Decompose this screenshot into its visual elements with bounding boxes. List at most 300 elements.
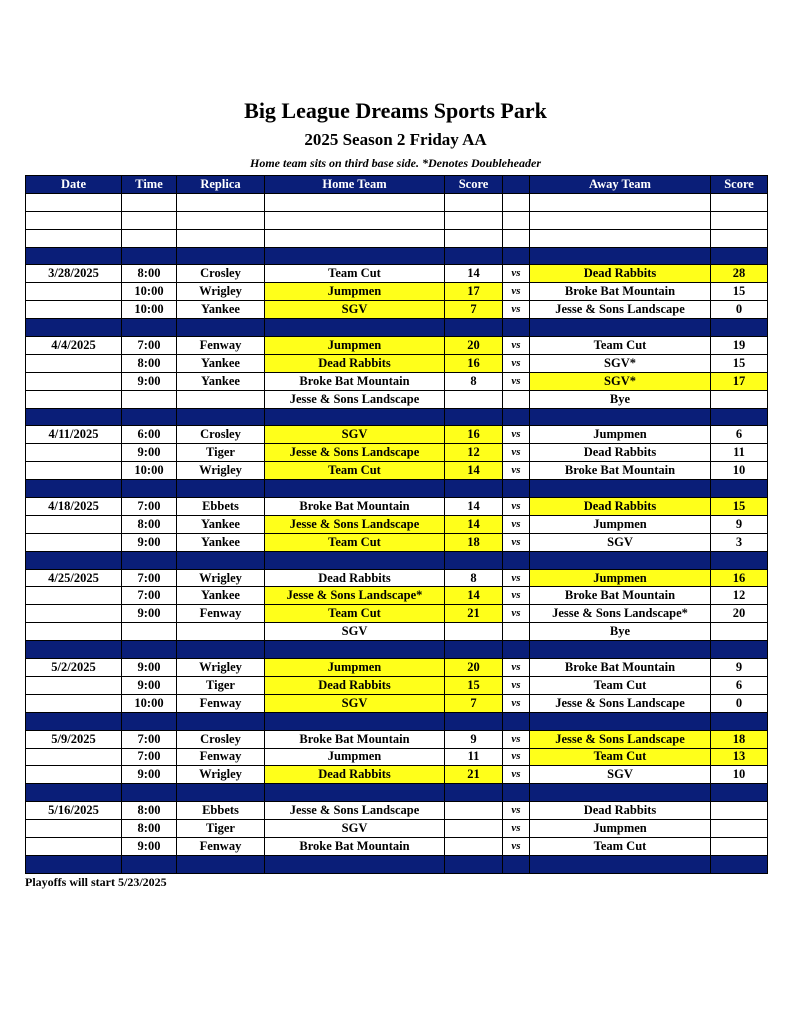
home-score-cell: 20 [445,659,503,677]
home-team-cell: Jesse & Sons Landscape [265,515,445,533]
away-score-cell: 28 [711,265,768,283]
home-score-cell [445,390,503,408]
time-cell [122,623,177,641]
time-cell: 8:00 [122,265,177,283]
home-score-cell: 14 [445,587,503,605]
date-cell: 4/18/2025 [26,498,122,516]
home-score-cell [445,319,503,337]
home-team-cell: Jesse & Sons Landscape [265,802,445,820]
away-team-cell: Dead Rabbits [530,444,711,462]
away-score-cell: 6 [711,426,768,444]
time-cell: 8:00 [122,802,177,820]
date-cell: 3/28/2025 [26,265,122,283]
game-row [26,605,768,623]
replica-cell: Fenway [177,605,265,623]
date-cell [26,390,122,408]
home-team-cell: SGV [265,301,445,319]
away-score-cell: 10 [711,462,768,480]
date-cell [26,480,122,498]
page-title: Big League Dreams Sports Park [244,98,547,123]
game-row [26,301,768,319]
week-separator-row [26,319,768,337]
vs-cell: vs [503,730,530,748]
game-row [26,462,768,480]
date-cell [26,444,122,462]
away-score-cell: 9 [711,515,768,533]
time-cell: 10:00 [122,301,177,319]
date-cell [26,319,122,337]
away-team-cell [530,855,711,873]
vs-cell: vs [503,337,530,355]
vs-cell [503,623,530,641]
vs-cell [503,408,530,426]
home-score-cell [445,855,503,873]
time-cell: 7:00 [122,337,177,355]
home-team-cell [265,247,445,265]
date-cell [26,676,122,694]
game-row [26,676,768,694]
col-header-vs [503,176,530,194]
replica-cell: Wrigley [177,766,265,784]
game-row [26,820,768,838]
away-team-cell: Broke Bat Mountain [530,587,711,605]
home-score-cell: 17 [445,283,503,301]
replica-cell: Tiger [177,820,265,838]
time-cell: 7:00 [122,587,177,605]
home-score-cell [445,641,503,659]
home-team-cell: SGV [265,820,445,838]
game-row [26,533,768,551]
game-row [26,694,768,712]
replica-cell: Wrigley [177,569,265,587]
away-score-cell [711,408,768,426]
away-team-cell: Broke Bat Mountain [530,462,711,480]
home-score-cell [445,802,503,820]
home-team-cell [265,480,445,498]
date-cell [26,372,122,390]
date-cell: 5/2/2025 [26,659,122,677]
page-subtitle: 2025 Season 2 Friday AA [304,130,487,149]
home-team-cell: Jesse & Sons Landscape* [265,587,445,605]
vs-cell: vs [503,659,530,677]
time-cell: 9:00 [122,605,177,623]
home-score-cell: 11 [445,748,503,766]
home-team-cell: Team Cut [265,265,445,283]
week-separator-row [26,712,768,730]
away-team-cell: Jesse & Sons Landscape [530,301,711,319]
time-cell: 7:00 [122,748,177,766]
home-team-cell [265,408,445,426]
game-row [26,498,768,516]
home-team-cell: SGV [265,694,445,712]
col-header-away-score: Score [711,176,768,194]
time-cell: 9:00 [122,676,177,694]
away-team-cell: Team Cut [530,837,711,855]
date-cell [26,605,122,623]
away-score-cell [711,855,768,873]
time-cell: 9:00 [122,533,177,551]
date-cell: 5/16/2025 [26,802,122,820]
replica-cell: Tiger [177,444,265,462]
home-score-cell: 8 [445,372,503,390]
home-team-cell [265,229,445,247]
time-cell [122,480,177,498]
home-team-cell [265,211,445,229]
col-header-home-team: Home Team [265,176,445,194]
home-score-cell [445,229,503,247]
date-cell: 4/11/2025 [26,426,122,444]
home-score-cell [445,837,503,855]
home-team-cell: Dead Rabbits [265,766,445,784]
home-team-cell: Dead Rabbits [265,676,445,694]
away-team-cell: SGV [530,533,711,551]
game-row [26,426,768,444]
vs-cell [503,390,530,408]
date-cell [26,283,122,301]
home-score-cell: 14 [445,265,503,283]
replica-cell: Wrigley [177,659,265,677]
home-score-cell: 16 [445,354,503,372]
time-cell: 10:00 [122,283,177,301]
away-score-cell [711,820,768,838]
time-cell: 8:00 [122,354,177,372]
replica-cell: Tiger [177,676,265,694]
replica-cell: Yankee [177,354,265,372]
vs-cell: vs [503,426,530,444]
away-team-cell: Jumpmen [530,426,711,444]
away-team-cell: Team Cut [530,337,711,355]
away-score-cell: 19 [711,337,768,355]
home-team-cell: Jumpmen [265,337,445,355]
home-team-cell: Jesse & Sons Landscape [265,444,445,462]
game-row [26,837,768,855]
date-cell [26,837,122,855]
home-team-cell: Broke Bat Mountain [265,837,445,855]
away-team-cell: Bye [530,390,711,408]
away-score-cell [711,480,768,498]
home-team-cell [265,855,445,873]
vs-cell [503,319,530,337]
away-score-cell: 20 [711,605,768,623]
home-score-cell: 14 [445,462,503,480]
week-separator-row [26,247,768,265]
replica-cell: Crosley [177,426,265,444]
home-team-cell: Dead Rabbits [265,354,445,372]
home-score-cell: 8 [445,569,503,587]
vs-cell [503,480,530,498]
vs-cell: vs [503,569,530,587]
vs-cell: vs [503,515,530,533]
away-team-cell: Jumpmen [530,515,711,533]
home-score-cell [445,712,503,730]
away-score-cell [711,319,768,337]
away-team-cell: Broke Bat Mountain [530,283,711,301]
vs-cell: vs [503,837,530,855]
replica-cell: Ebbets [177,802,265,820]
col-header-time: Time [122,176,177,194]
vs-cell [503,193,530,211]
home-team-cell: Jumpmen [265,748,445,766]
vs-cell: vs [503,676,530,694]
playoffs-note: Playoffs will start 5/23/2025 [25,875,167,889]
away-team-cell [530,408,711,426]
replica-cell: Crosley [177,265,265,283]
home-team-cell: Broke Bat Mountain [265,498,445,516]
away-score-cell: 13 [711,748,768,766]
time-cell: 9:00 [122,766,177,784]
date-cell [26,623,122,641]
away-team-cell: Team Cut [530,748,711,766]
home-score-cell: 15 [445,676,503,694]
home-team-cell: Broke Bat Mountain [265,730,445,748]
away-team-cell: Dead Rabbits [530,498,711,516]
away-team-cell [530,712,711,730]
replica-cell: Yankee [177,301,265,319]
replica-cell: Wrigley [177,283,265,301]
away-team-cell [530,193,711,211]
away-team-cell: Jumpmen [530,820,711,838]
home-score-cell: 14 [445,515,503,533]
game-row [26,569,768,587]
date-cell [26,820,122,838]
replica-cell [177,784,265,802]
game-row [26,766,768,784]
time-cell: 7:00 [122,498,177,516]
game-row [26,265,768,283]
home-team-cell: Jesse & Sons Landscape [265,390,445,408]
week-separator-row [26,551,768,569]
vs-cell: vs [503,587,530,605]
date-cell [26,551,122,569]
away-score-cell: 18 [711,730,768,748]
vs-cell: vs [503,354,530,372]
game-row [26,802,768,820]
time-cell: 6:00 [122,426,177,444]
vs-cell: vs [503,820,530,838]
away-team-cell: Dead Rabbits [530,802,711,820]
col-header-date: Date [26,176,122,194]
date-cell [26,784,122,802]
home-score-cell: 7 [445,694,503,712]
replica-cell [177,551,265,569]
home-team-cell: Dead Rabbits [265,569,445,587]
home-score-cell [445,820,503,838]
away-team-cell: SGV [530,766,711,784]
replica-cell [177,229,265,247]
home-score-cell [445,408,503,426]
away-team-cell: Team Cut [530,676,711,694]
home-team-cell [265,712,445,730]
replica-cell: Wrigley [177,462,265,480]
vs-cell [503,784,530,802]
away-score-cell [711,390,768,408]
col-header-home-score: Score [445,176,503,194]
replica-cell: Fenway [177,694,265,712]
time-cell [122,641,177,659]
home-score-cell: 16 [445,426,503,444]
replica-cell: Yankee [177,515,265,533]
home-score-cell [445,193,503,211]
time-cell: 9:00 [122,659,177,677]
schedule-body [26,193,768,873]
col-header-replica: Replica [177,176,265,194]
vs-cell [503,855,530,873]
date-cell [26,301,122,319]
home-team-cell [265,784,445,802]
vs-cell [503,551,530,569]
game-row [26,623,768,641]
replica-cell [177,480,265,498]
away-team-cell: Broke Bat Mountain [530,659,711,677]
date-cell [26,855,122,873]
replica-cell: Yankee [177,587,265,605]
away-score-cell: 3 [711,533,768,551]
time-cell [122,551,177,569]
game-row [26,372,768,390]
time-cell: 9:00 [122,837,177,855]
replica-cell: Yankee [177,533,265,551]
vs-cell: vs [503,605,530,623]
vs-cell: vs [503,444,530,462]
away-score-cell [711,837,768,855]
away-score-cell: 6 [711,676,768,694]
away-score-cell: 15 [711,498,768,516]
away-score-cell: 0 [711,301,768,319]
vs-cell: vs [503,694,530,712]
away-score-cell: 15 [711,354,768,372]
date-cell [26,408,122,426]
date-cell [26,193,122,211]
away-team-cell: SGV* [530,354,711,372]
home-team-cell [265,319,445,337]
vs-cell [503,247,530,265]
away-score-cell: 11 [711,444,768,462]
schedule-note: Home team sits on third base side. *Denotes Doubleheader [250,156,541,170]
game-row [26,283,768,301]
away-team-cell [530,551,711,569]
home-score-cell: 14 [445,498,503,516]
game-row [26,515,768,533]
date-cell [26,712,122,730]
game-row [26,730,768,748]
home-team-cell [265,193,445,211]
time-cell: 7:00 [122,730,177,748]
date-cell [26,766,122,784]
time-cell [122,784,177,802]
vs-cell: vs [503,301,530,319]
date-cell [26,515,122,533]
home-score-cell [445,480,503,498]
away-score-cell [711,211,768,229]
game-row [26,587,768,605]
away-team-cell [530,319,711,337]
date-cell [26,462,122,480]
away-team-cell: Jesse & Sons Landscape [530,694,711,712]
date-cell: 4/25/2025 [26,569,122,587]
away-score-cell [711,247,768,265]
time-cell: 10:00 [122,462,177,480]
game-row [26,748,768,766]
away-team-cell: Jesse & Sons Landscape* [530,605,711,623]
vs-cell: vs [503,283,530,301]
home-team-cell: Jumpmen [265,283,445,301]
week-separator-row [26,641,768,659]
home-score-cell: 9 [445,730,503,748]
vs-cell: vs [503,498,530,516]
replica-cell [177,855,265,873]
vs-cell: vs [503,533,530,551]
week-separator-row [26,784,768,802]
time-cell: 10:00 [122,694,177,712]
away-score-cell: 15 [711,283,768,301]
date-cell [26,587,122,605]
date-cell: 4/4/2025 [26,337,122,355]
home-score-cell: 18 [445,533,503,551]
away-score-cell [711,229,768,247]
schedule-table [25,175,768,874]
home-team-cell: Team Cut [265,605,445,623]
home-score-cell: 20 [445,337,503,355]
replica-cell: Yankee [177,372,265,390]
blank-row [26,229,768,247]
home-score-cell: 21 [445,766,503,784]
away-team-cell: Jumpmen [530,569,711,587]
week-separator-row [26,480,768,498]
date-cell [26,641,122,659]
replica-cell [177,712,265,730]
replica-cell [177,193,265,211]
time-cell [122,712,177,730]
away-team-cell [530,211,711,229]
away-score-cell [711,712,768,730]
home-team-cell: Team Cut [265,462,445,480]
home-team-cell: Team Cut [265,533,445,551]
blank-row [26,193,768,211]
vs-cell: vs [503,265,530,283]
away-score-cell: 16 [711,569,768,587]
away-score-cell: 10 [711,766,768,784]
time-cell [122,855,177,873]
game-row [26,337,768,355]
home-score-cell: 12 [445,444,503,462]
home-team-cell: Broke Bat Mountain [265,372,445,390]
away-score-cell [711,802,768,820]
week-separator-row [26,408,768,426]
home-team-cell: SGV [265,623,445,641]
home-score-cell [445,247,503,265]
home-team-cell [265,551,445,569]
home-score-cell [445,784,503,802]
home-team-cell: SGV [265,426,445,444]
time-cell [122,319,177,337]
away-team-cell: Bye [530,623,711,641]
replica-cell: Fenway [177,748,265,766]
replica-cell: Fenway [177,337,265,355]
replica-cell [177,247,265,265]
date-cell [26,354,122,372]
game-row [26,659,768,677]
time-cell [122,390,177,408]
date-cell [26,211,122,229]
date-cell [26,247,122,265]
home-team-cell: Jumpmen [265,659,445,677]
vs-cell: vs [503,748,530,766]
time-cell [122,193,177,211]
away-score-cell [711,193,768,211]
away-team-cell [530,229,711,247]
replica-cell [177,390,265,408]
vs-cell [503,211,530,229]
